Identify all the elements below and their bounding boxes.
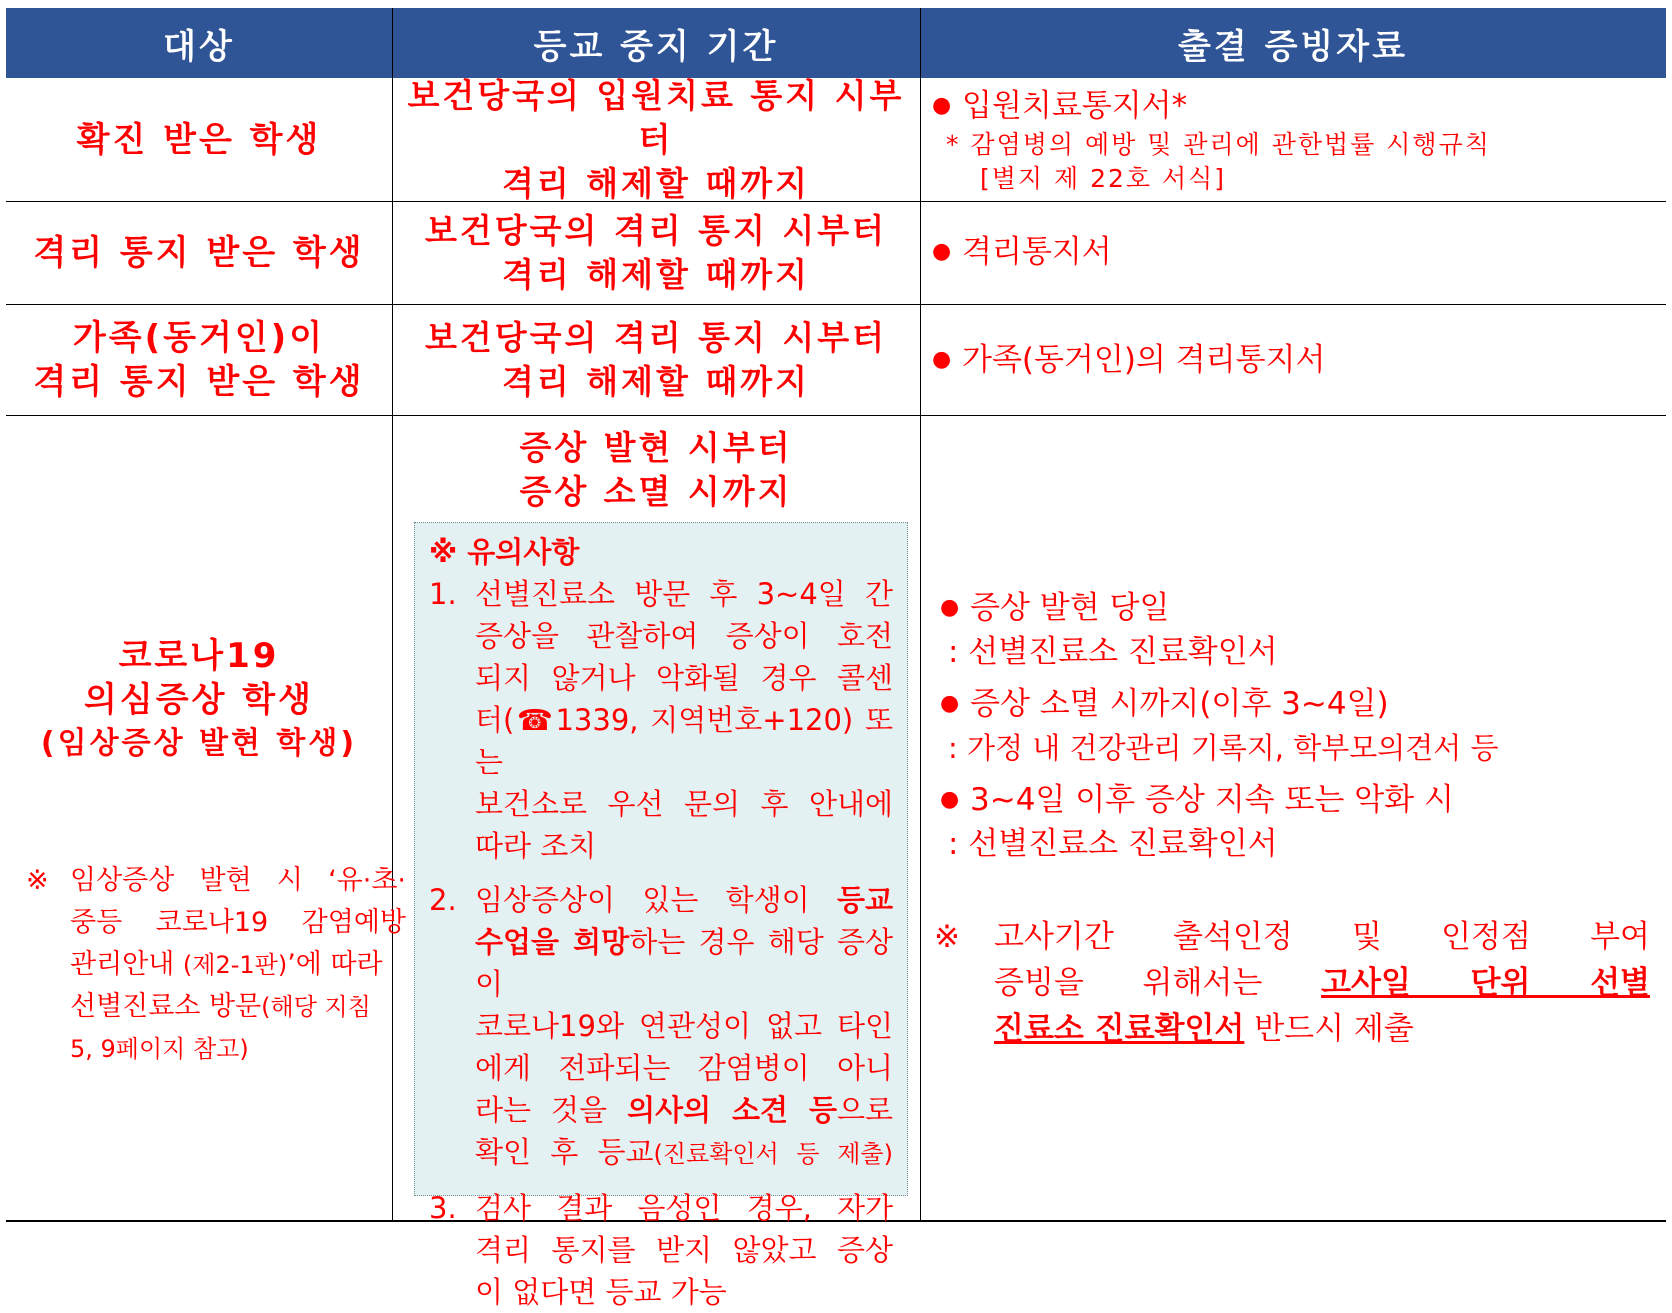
item-text-part: 라는 것을 <box>475 1093 628 1127</box>
note-line <box>70 944 406 986</box>
item-emphasis: 등교 <box>836 883 893 917</box>
target-line: 코로나19 <box>118 636 280 676</box>
item-number: 2. <box>429 883 457 917</box>
evidence-item: 가족(동거인)의 격리통지서 <box>962 342 1326 378</box>
item-text-part: 하는 경우 해당 증상이 <box>475 925 893 1001</box>
item-line: 선별진료소 방문 후 3~4일 간 <box>475 577 893 611</box>
target-line: 격리 통지 받은 학생 <box>33 232 365 273</box>
note-emphasis: 고사일 단위 선별 <box>1321 965 1650 1001</box>
row-divider <box>6 415 1666 416</box>
note-text: ’에 따라 <box>287 949 383 980</box>
caution-item-1 <box>429 573 893 867</box>
item-text <box>475 573 893 867</box>
evidence-entry <box>934 586 1654 630</box>
note-line <box>994 960 1650 1006</box>
item-line <box>475 921 893 1005</box>
bullet-icon: ● <box>940 787 960 812</box>
exam-note <box>934 914 1650 1052</box>
caution-box <box>414 522 908 1309</box>
note-line: 임상증상 발현 시 ‘유·초· <box>70 865 406 896</box>
period-line: 격리 해제할 때까지 <box>501 254 810 294</box>
header-evidence: 출결 증빙자료 <box>1178 26 1408 67</box>
note-text: 증빙을 위해서는 <box>994 965 1322 1001</box>
row1-target <box>6 78 392 201</box>
evidence-sub: : 선별진료소 진료확인서 <box>948 634 1278 670</box>
note-line: 고사기간 출석인정 및 인정점 부여 <box>994 919 1650 955</box>
item-line: 터(☎1339, 지역번호+120) 또는 <box>475 703 893 779</box>
item-number: 3. <box>429 1191 457 1225</box>
note-mark: ※ <box>934 919 960 955</box>
row2-evidence <box>926 230 1566 274</box>
note-line: 중등 코로나19 감염예방 <box>70 907 406 938</box>
target-note <box>26 860 406 1070</box>
header-target: 대상 <box>163 26 235 67</box>
bullet-icon: ● <box>940 595 960 620</box>
caution-content <box>429 531 893 1313</box>
row3-target <box>6 304 392 415</box>
period-line: 격리 해제할 때까지 <box>501 361 810 401</box>
item-text-part: (진료확인서 등 제출) <box>653 1140 893 1168</box>
note-text: (제2-1판) <box>182 951 288 979</box>
target-line: 격리 통지 받은 학생 <box>33 361 365 402</box>
note-emphasis: 진료소 진료확인서 <box>994 1011 1245 1047</box>
item-text-part: 으로 <box>836 1093 893 1127</box>
item-text-part: 확인 후 등교 <box>475 1135 654 1169</box>
item-line <box>475 1089 893 1131</box>
row4-period <box>392 424 920 516</box>
period-line: 보건당국의 격리 통지 시부터 <box>424 210 887 250</box>
row4-evidence <box>934 586 1654 866</box>
row3-period <box>392 304 920 415</box>
item-line <box>475 879 893 921</box>
evidence-item: 입원치료통지서* <box>962 88 1188 124</box>
item-number: 1. <box>429 577 457 611</box>
evidence-footnote: * 감염병의 예방 및 관리에 관한법률 시행규칙 <box>946 130 1491 159</box>
header-period: 등교 중지 기간 <box>533 26 779 67</box>
item-emphasis: 의사의 소견 등 <box>627 1093 837 1127</box>
evidence-item: 격리통지서 <box>962 234 1112 270</box>
item-line: 코로나19와 연관성이 없고 타인 <box>475 1009 893 1043</box>
item-line: 되지 않거나 악화될 경우 콜센 <box>475 661 893 695</box>
item-line: 보건소로 우선 문의 후 안내에 <box>475 787 893 821</box>
evidence-sub: : 선별진료소 진료확인서 <box>948 826 1278 862</box>
evidence-item: 증상 발현 당일 <box>970 590 1170 626</box>
period-line: 증상 소멸 시까지 <box>519 472 793 511</box>
note-text: 반드시 제출 <box>1244 1011 1414 1047</box>
note-line <box>70 986 406 1028</box>
item-line: 에게 전파되는 감염병이 아니 <box>475 1051 893 1085</box>
exam-note-text <box>994 914 1650 1052</box>
item-line: 증상을 관찰하여 증상이 호전 <box>475 619 893 653</box>
row2-target <box>6 201 392 304</box>
note-text: 선별진료소 방문 <box>70 991 262 1022</box>
item-line: 검사 결과 음성인 경우, 자가 <box>475 1191 893 1225</box>
evidence-entry <box>934 682 1654 726</box>
bullet-icon: ● <box>932 347 952 372</box>
item-text <box>475 1187 893 1313</box>
row2-period <box>392 201 920 304</box>
target-line: 확진 받은 학생 <box>76 119 322 160</box>
evidence-sub: : 가정 내 건강관리 기록지, 학부모의견서 등 <box>948 731 1499 765</box>
row1-evidence <box>926 84 1660 196</box>
item-line <box>475 1131 893 1175</box>
bullet-icon: ● <box>940 691 960 716</box>
note-line: 5, 9페이지 참고) <box>70 1035 249 1063</box>
note-line <box>994 1006 1650 1052</box>
period-line: 증상 발현 시부터 <box>519 428 793 467</box>
caution-item-2 <box>429 879 893 1175</box>
evidence-entry <box>934 778 1654 822</box>
period-line: 보건당국의 격리 통지 시부터 <box>424 317 887 357</box>
item-emphasis: 수업을 희망 <box>475 925 630 959</box>
period-line: 보건당국의 입원치료 통지 시부터 <box>407 75 905 159</box>
period-line: 격리 해제할 때까지 <box>501 163 810 203</box>
item-line: 이 없다면 등교 가능 <box>475 1275 727 1309</box>
note-text: (해당 지침 <box>261 993 371 1021</box>
target-line: (임상증상 발현 학생) <box>40 726 358 761</box>
row4-target <box>6 630 392 770</box>
caution-item-3 <box>429 1187 893 1313</box>
row1-period <box>392 75 920 203</box>
evidence-item: 증상 소멸 시까지(이후 3~4일) <box>970 686 1389 722</box>
item-line: 따라 조치 <box>475 829 597 863</box>
evidence-footnote: [별지 제 22호 서식] <box>980 164 1227 193</box>
target-line: 가족(동거인)이 <box>72 317 326 358</box>
row3-evidence <box>926 338 1566 382</box>
caution-title: ※ 유의사항 <box>429 535 580 569</box>
item-text-part: 임상증상이 있는 학생이 <box>475 883 837 917</box>
evidence-item: 3~4일 이후 증상 지속 또는 악화 시 <box>970 782 1454 818</box>
column-divider <box>920 8 921 1222</box>
item-text <box>475 879 893 1175</box>
target-line: 의심증상 학생 <box>84 680 314 720</box>
bullet-icon: ● <box>932 93 952 118</box>
note-text: 관리안내 <box>70 949 175 980</box>
note-mark: ※ <box>26 865 49 896</box>
bullet-icon: ● <box>932 239 952 264</box>
item-line: 격리 통지를 받지 않았고 증상 <box>475 1233 893 1267</box>
